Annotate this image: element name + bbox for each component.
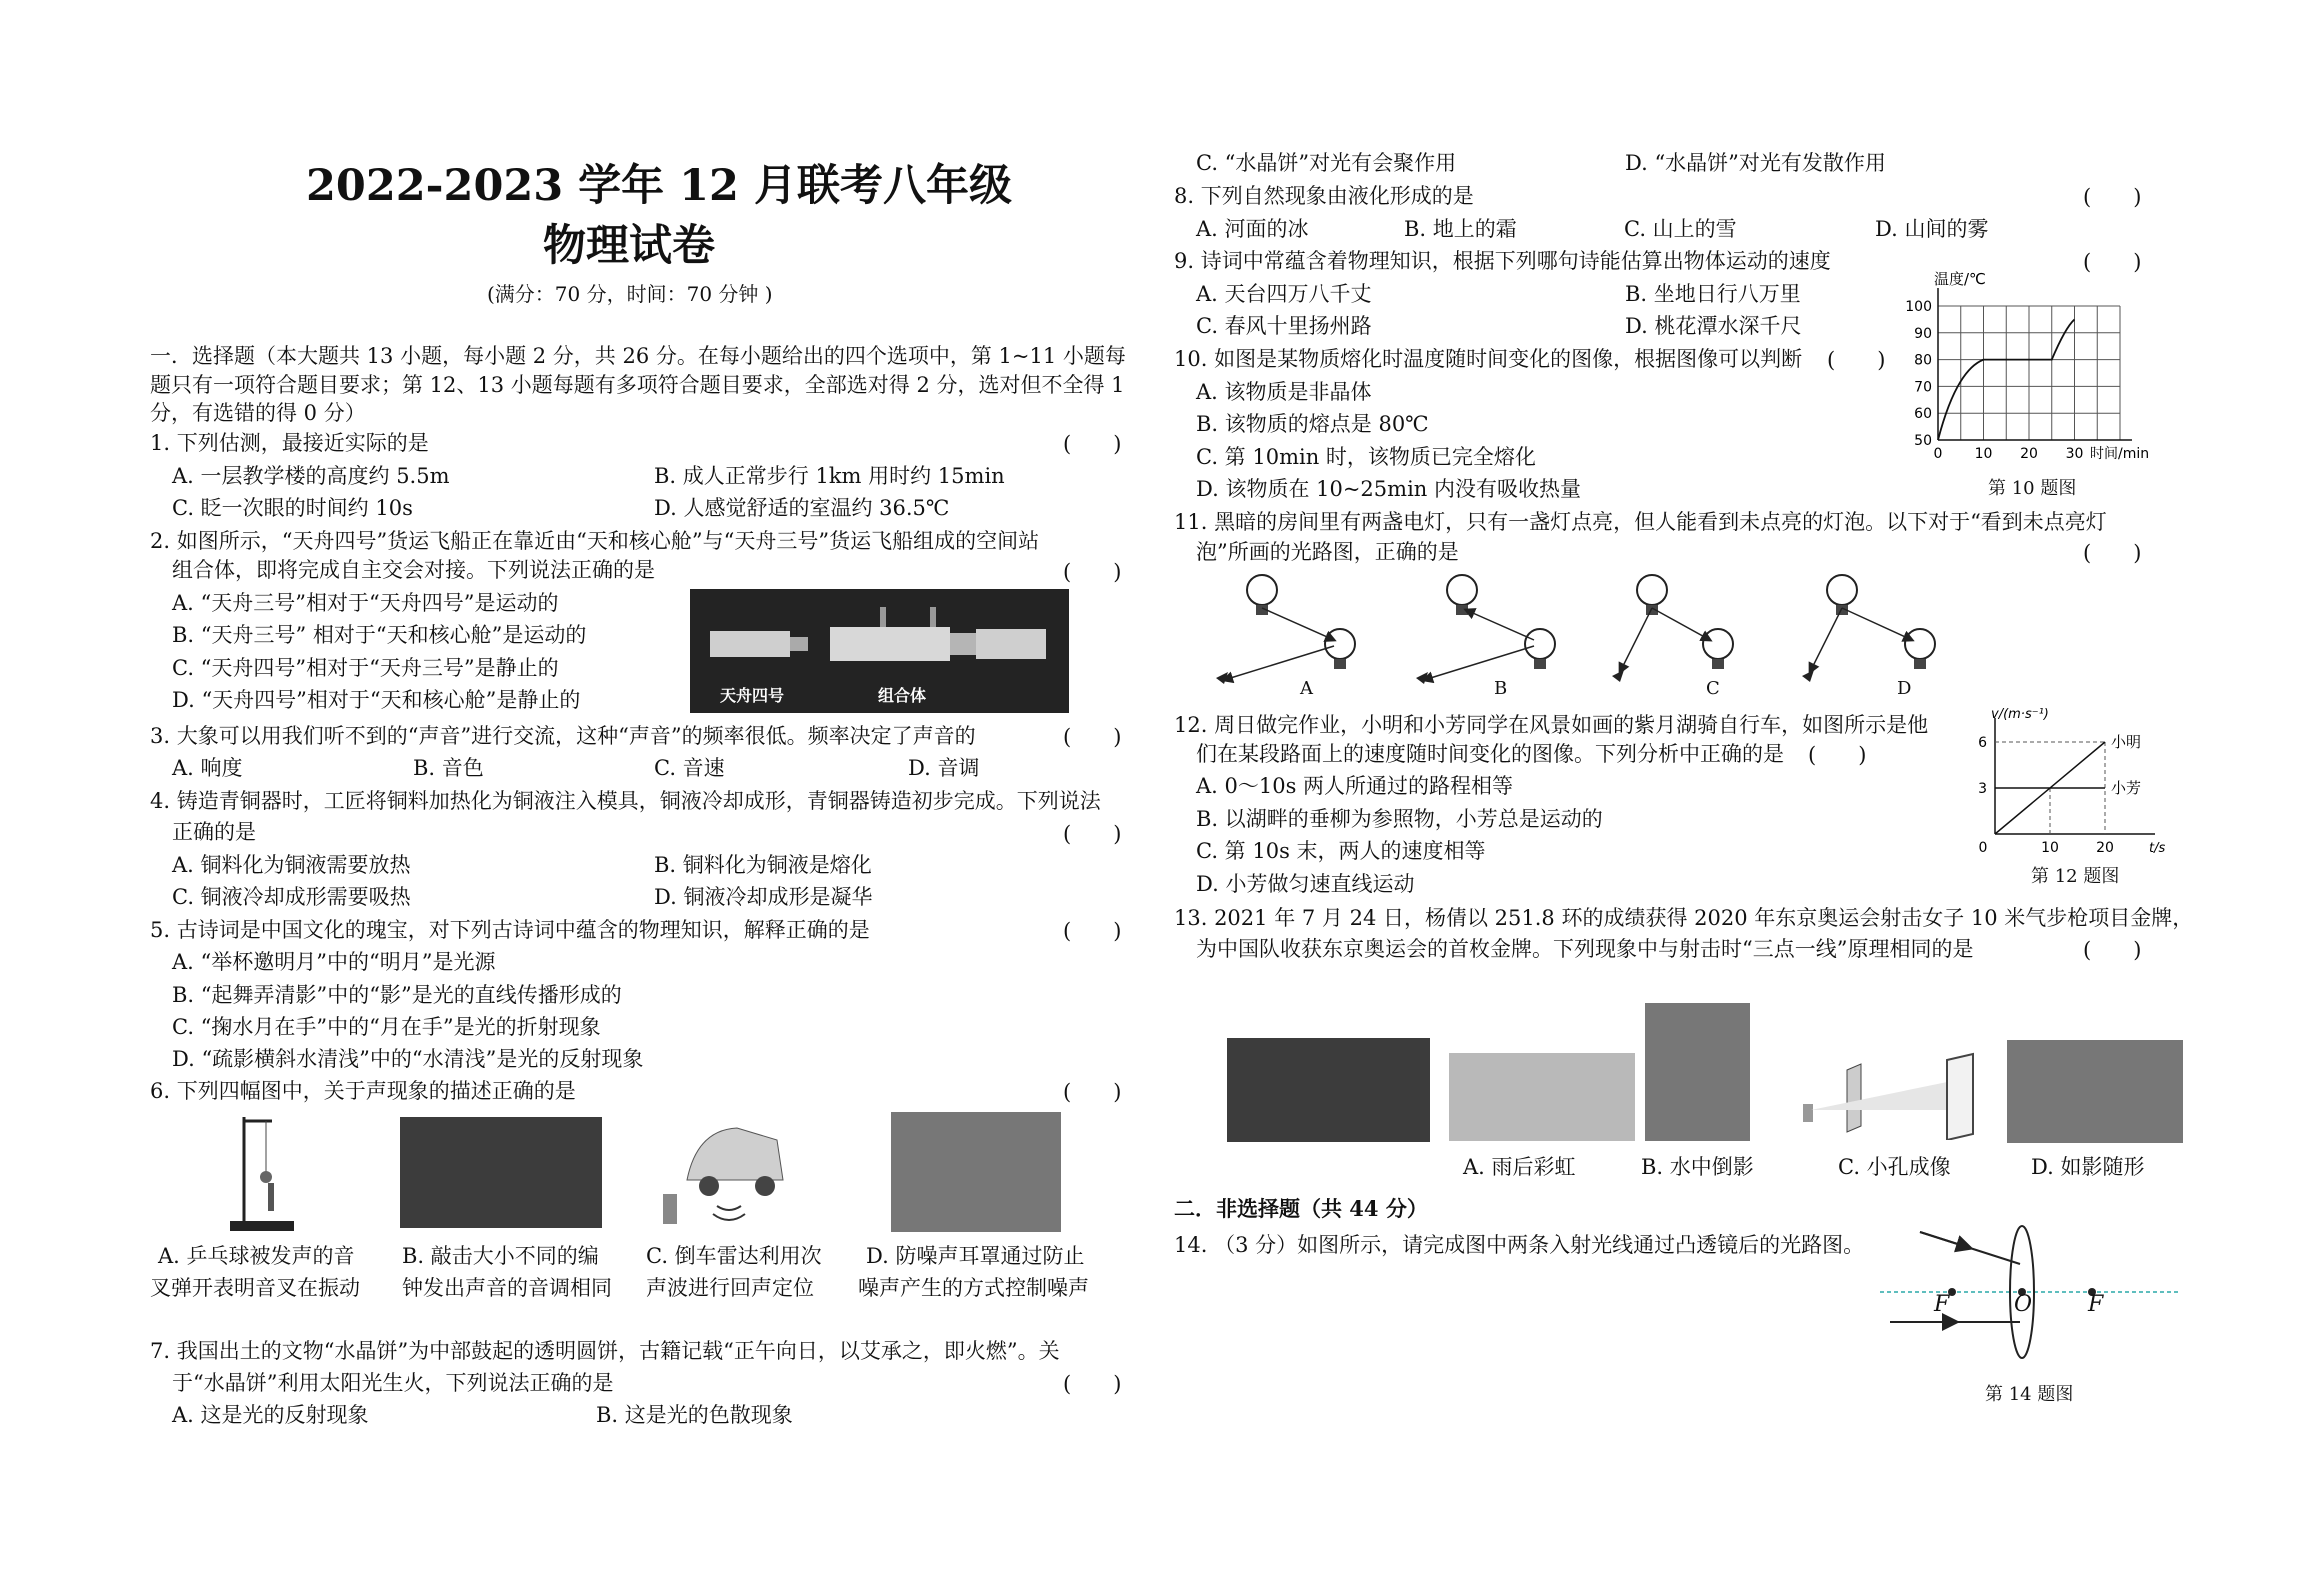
q2-option-b: B. “天舟三号” 相对于“天和核心舱”是运动的 [172,623,587,647]
q9-answer-paren: ( ) [2083,250,2142,274]
q11-stem-line1: 11. 黑暗的房间里有两盏电灯，只有一盏灯点亮，但人能看到未点亮的灯泡。以下对于“看到未点亮灯 [1174,510,2107,534]
x-tick-label-0: 0 [1933,446,1943,462]
q12-option-c: C. 第 10s 末，两人的速度相等 [1196,839,1486,863]
lens-label-f-left: F [1934,1292,1950,1317]
q13-option-d: D. 如影随形 [2031,1155,2145,1179]
q12-option-a: A. 0～10s 两人所通过的路程相等 [1196,774,1514,798]
x-axis-label: t/s [2149,841,2166,856]
q5-option-c: C. “掬水月在手”中的“月在手”是光的折射现象 [172,1015,601,1039]
q4-option-b: B. 铜料化为铜液是熔化 [654,853,872,877]
q1-option-c: C. 眨一次眼的时间约 10s [172,496,413,520]
q8-option-b: B. 地上的霜 [1404,217,1517,241]
q2-option-d: D. “天舟四号”相对于“天和核心舱”是静止的 [172,688,581,712]
q11-label-a: A [1300,678,1313,699]
q7-option-c: C. “水晶饼”对光有会聚作用 [1196,151,1457,175]
series-label-0: 小明 [2111,733,2142,751]
q11-label-c: C [1706,678,1720,699]
y-tick-label-4: 90 [1914,325,1932,342]
q4-stem-line2: 正确的是 [172,820,256,844]
q10-answer-paren: ( ) [1827,348,1886,372]
q2-stem-line1: 2. 如图所示，“天舟四号”货运飞船正在靠近由“天和核心舱”与“天舟三号”货运飞船组成的空间站 [150,529,1040,553]
q6-option-d-line2: 噪声产生的方式控制噪声 [858,1276,1089,1300]
q1-option-a: A. 一层教学楼的高度约 5.5m [172,464,450,488]
space-photo-label-right: 组合体 [878,686,927,705]
q13-option-b: B. 水中倒影 [1641,1155,1754,1179]
x-tick-label-1: 10 [1974,446,1993,462]
space-station-photo [690,589,1069,713]
tuning-fork-figure [222,1113,302,1233]
q8-answer-paren: ( ) [2083,185,2142,209]
q7-stem-line1: 7. 我国出土的文物“水晶饼”为中部鼓起的透明圆饼，古籍记载“正午向日，以艾承之，即火燃”。关 [150,1339,1060,1363]
q8-option-d: D. 山间的雾 [1875,217,1989,241]
q6-option-c-line2: 声波进行回声定位 [646,1276,814,1300]
q9-option-d: D. 桃花潭水深千尺 [1625,314,1802,338]
q7-option-d: D. “水晶饼”对光有发散作用 [1625,151,1886,175]
q10-caption: 第 10 题图 [1988,478,2077,499]
q5-option-d: D. “疏影横斜水清浅”中的“水清浅”是光的反射现象 [172,1047,644,1071]
q12-option-b: B. 以湖畔的垂柳为参照物，小芳总是运动的 [1196,807,1603,831]
q4-option-d: D. 铜液冷却成形是凝华 [654,885,873,909]
q2-answer-paren: ( ) [1063,560,1122,584]
q12-caption: 第 12 题图 [2031,866,2120,887]
exam-meta: (满分：70 分，时间：70 分钟 ) [487,282,773,306]
q2-option-c: C. “天舟四号”相对于“天舟三号”是静止的 [172,656,559,680]
q10-option-b: B. 该物质的熔点是 80℃ [1196,412,1429,436]
q3-stem: 3. 大象可以用我们听不到的“声音”进行交流，这种“声音”的频率很低。频率决定了声音的 [150,724,976,748]
q2-option-a: A. “天舟三号”相对于“天舟四号”是运动的 [172,591,559,615]
y-tick-label-2: 70 [1914,379,1932,396]
q6-option-c-line1: C. 倒车雷达利用次 [646,1244,822,1268]
q3-option-b: B. 音色 [413,756,484,780]
q8-option-a: A. 河面的冰 [1196,217,1309,241]
q13-stem-line2: 为中国队收获东京奥运会的首枚金牌。下列现象中与射击时“三点一线”原理相同的是 [1196,937,1974,961]
x-axis-label: 时间/min [2090,446,2150,462]
diagram-c [1612,575,1733,682]
q5-stem: 5. 古诗词是中国文化的瑰宝，对下列古诗词中蕴含的物理知识，解释正确的是 [150,918,870,942]
q7-stem-line2: 于“水晶饼”利用太阳光生火，下列说法正确的是 [172,1371,614,1395]
series-label-1: 小芳 [2111,779,2142,797]
q3-answer-paren: ( ) [1063,725,1122,749]
q11-label-b: B [1494,678,1508,699]
y-tick-label-1: 6 [1978,735,1987,751]
q12-option-d: D. 小芳做匀速直线运动 [1196,872,1415,896]
lens-label-f-right: F [2088,1292,2104,1317]
q12-stem-line2: 们在某段路面上的速度随时间变化的图像。下列分析中正确的是 [1196,742,1784,766]
q6-answer-paren: ( ) [1063,1080,1122,1104]
melting-temperature-chart [1880,268,2170,468]
q3-option-a: A. 响度 [172,756,243,780]
q1-stem: 1. 下列估测，最接近实际的是 [150,431,429,455]
ear-protector-photo [891,1112,1061,1232]
y-tick-label-3: 80 [1914,352,1932,369]
y-tick-label-5: 100 [1905,299,1932,315]
q6-option-a-line1: A. 乒乓球被发声的音 [158,1244,355,1268]
q12-answer-paren: ( ) [1808,743,1867,767]
q13-stem-line1: 13. 2021 年 7 月 24 日，杨倩以 251.8 环的成绩获得 2020 年东京奥运会射击女子 10 米气步枪项目金牌， [1174,906,2194,930]
q2-stem-line2: 组合体，即将完成自主交会对接。下列说法正确的是 [172,558,655,582]
light-path-diagrams [1210,568,1970,698]
q5-option-a: A. “举杯邀明月”中的“明月”是光源 [172,950,496,974]
q10-option-a: A. 该物质是非晶体 [1196,380,1372,404]
q11-answer-paren: ( ) [2083,541,2142,565]
section1-intro-line3: 分，有选错的得 0 分） [150,401,366,425]
q1-option-d: D. 人感觉舒适的室温约 36.5℃ [654,496,950,520]
q3-option-c: C. 音速 [654,756,725,780]
q7-option-b: B. 这是光的色散现象 [596,1403,793,1427]
q8-stem: 8. 下列自然现象由液化形成的是 [1174,184,1474,208]
section1-intro-line2: 题只有一项符合题目要求；第 12、13 小题每题有多项符合题目要求，全部选对得 2 分，选对但不全得 1 [150,373,1125,397]
q9-stem: 9. 诗词中常蕴含着物理知识，根据下列哪句诗能估算出物体运动的速度 [1174,249,1831,273]
q4-option-c: C. 铜液冷却成形需要吸热 [172,885,411,909]
chime-bells-photo [400,1117,602,1228]
q7-answer-paren: ( ) [1063,1372,1122,1396]
q14-stem: 14. （3 分）如图所示，请完成图中两条入射光线通过凸透镜后的光路图。 [1174,1233,1865,1257]
space-photo-label-left: 天舟四号 [720,686,785,705]
q4-answer-paren: ( ) [1063,822,1122,846]
diagram-d [1802,575,1935,682]
q6-option-a-line2: 叉弹开表明音叉在振动 [150,1276,360,1300]
q8-option-c: C. 山上的雪 [1624,217,1737,241]
q7-option-a: A. 这是光的反射现象 [172,1403,369,1427]
q10-option-c: C. 第 10min 时，该物质已完全熔化 [1196,445,1536,469]
q6-option-b-line1: B. 敲击大小不同的编 [402,1244,599,1268]
x-tick-label-2: 20 [2020,446,2038,462]
q14-caption: 第 14 题图 [1985,1384,2074,1405]
q4-stem-line1: 4. 铸造青铜器时，工匠将铜料加热化为铜液注入模具，铜液冷却成形，青铜器铸造初步完成。下列说法 [150,789,1101,813]
water-reflection-photo [1645,1003,1750,1141]
q13-option-c: C. 小孔成像 [1838,1155,1951,1179]
velocity-time-chart [1955,706,2180,856]
car-radar-figure [657,1110,789,1232]
q10-stem: 10. 如图是某物质熔化时温度随时间变化的图像，根据图像可以判断 [1174,347,1803,371]
q12-stem-line1: 12. 周日做完作业，小明和小芳同学在风景如画的紫月湖骑自行车，如图所示是他 [1174,713,1929,737]
q13-answer-paren: ( ) [2083,938,2142,962]
q9-option-c: C. 春风十里扬州路 [1196,314,1372,338]
y-axis-label: v/(m·s⁻¹) [1991,707,2049,722]
lens-label-o: O [2014,1292,2033,1317]
rainbow-photo [1449,1053,1635,1141]
q6-stem: 6. 下列四幅图中，关于声现象的描述正确的是 [150,1079,576,1103]
shooting-photo [1227,1038,1430,1142]
q11-label-d: D [1897,678,1912,699]
q11-stem-line2: 泡”所画的光路图，正确的是 [1196,540,1459,564]
q4-option-a: A. 铜料化为铜液需要放热 [172,853,411,877]
diagram-b [1416,575,1555,684]
q10-option-d: D. 该物质在 10~25min 内没有吸收热量 [1196,477,1581,501]
x-tick-label-0: 0 [1978,840,1988,856]
q6-option-b-line2: 钟发出声音的音调相同 [402,1276,612,1300]
diagram-a [1216,575,1355,684]
exam-title: 2022-2023 学年 12 月联考八年级 [306,161,1012,211]
x-tick-label-2: 20 [2096,840,2114,856]
y-tick-label-1: 60 [1914,406,1932,423]
section2-title: 二．非选择题（共 44 分） [1174,1196,1428,1221]
q9-option-a: A. 天台四万八千丈 [1196,282,1372,306]
y-tick-label-0: 50 [1914,433,1932,449]
q5-option-b: B. “起舞弄清影”中的“影”是光的直线传播形成的 [172,983,622,1007]
q1-answer-paren: ( ) [1063,432,1122,456]
q5-answer-paren: ( ) [1063,919,1122,943]
y-axis-label: 温度/℃ [1934,270,1986,288]
x-tick-label-3: 30 [2065,446,2084,462]
shadow-photo [2007,1040,2183,1143]
x-tick-label-1: 10 [2041,840,2059,856]
q1-option-b: B. 成人正常步行 1km 用时约 15min [654,464,1005,488]
pinhole-imaging-figure [1787,1050,1987,1140]
section1-intro-line1: 一．选择题（本大题共 13 小题，每小题 2 分，共 26 分。在每小题给出的四个选项中，第 1~11 小题每 [150,344,1126,368]
q3-option-d: D. 音调 [908,756,980,780]
y-tick-label-0: 3 [1978,781,1987,797]
exam-subject: 物理试卷 [543,221,715,271]
q9-option-b: B. 坐地日行八万里 [1625,282,1801,306]
q13-option-a: A. 雨后彩虹 [1463,1155,1576,1179]
q6-option-d-line1: D. 防噪声耳罩通过防止 [866,1244,1085,1268]
